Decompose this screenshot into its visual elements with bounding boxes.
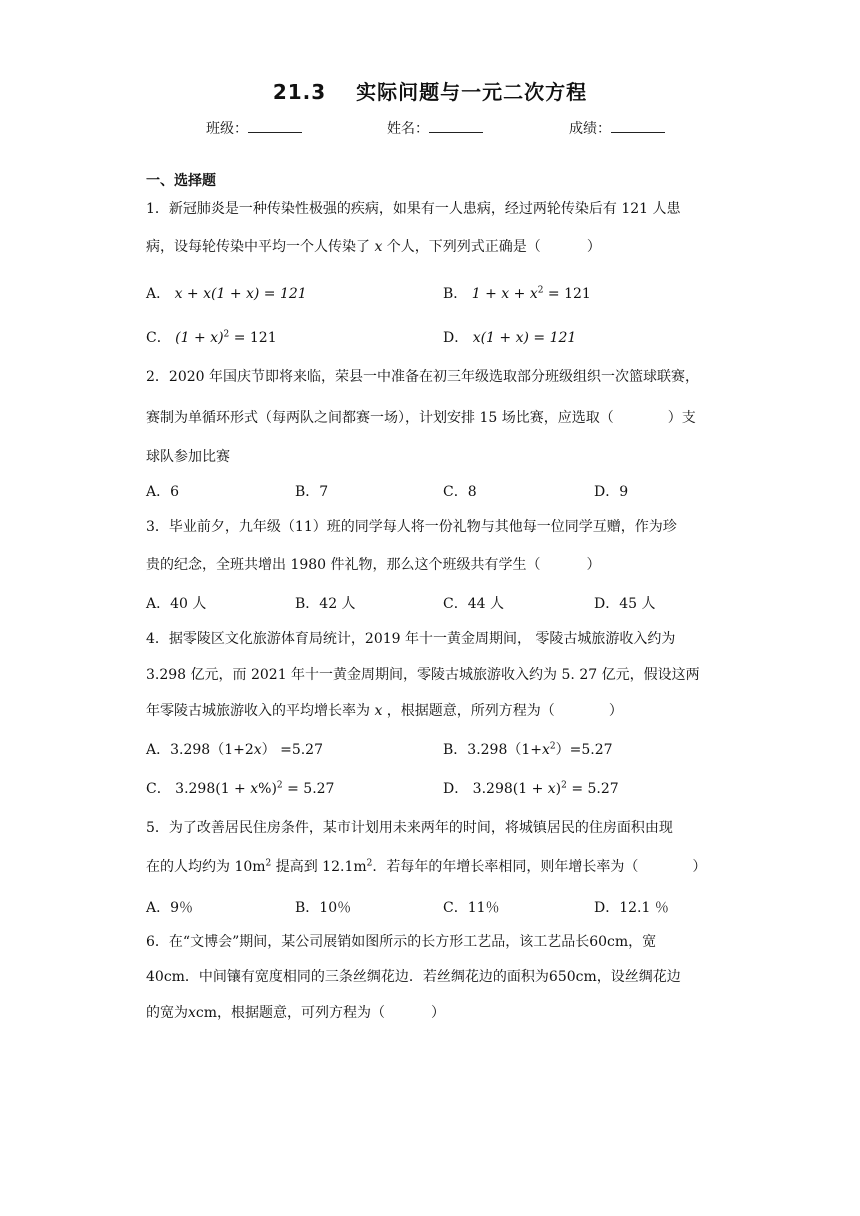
q6-line-3: 的宽为xcm，根据题意，可列方程为（ ） xyxy=(146,1005,446,1021)
q3-option-d[interactable]: D．45 人 xyxy=(594,596,656,612)
q3-line-1: 3．毕业前夕，九年级（11）班的同学每人将一份礼物与其他每一位同学互赠，作为珍 xyxy=(146,519,677,535)
title-number: 21.3 xyxy=(272,80,327,104)
q4-option-d[interactable]: D． $3.298(1 + x)^2 = 5.27$ xyxy=(443,780,619,797)
q6-line-1: 6．在“文博会”期间，某公司展销如图所示的长方形工艺品，该工艺品长60cm，宽 xyxy=(146,934,657,950)
name-field xyxy=(387,118,483,138)
q2-option-d[interactable]: D．9 xyxy=(594,484,629,500)
q5-option-a[interactable]: A．9％ xyxy=(146,900,194,916)
q2-option-c[interactable]: C．8 xyxy=(443,484,477,500)
q4-line-3: 年零陵古城旅游收入的平均增长率为 x ，根据题意，所列方程为（ ） xyxy=(146,703,623,719)
score-label: 成绩： xyxy=(569,121,611,137)
q4-line-2: 3.298 亿元，而 2021 年十一黄金周期间，零陵古城旅游收入约为 5. 27 亿元，假设这两 xyxy=(146,667,700,683)
q2-line-2: 赛制为单循环形式（每两队之间都赛一场），计划安排 15 场比赛，应选取（ ）支 xyxy=(146,410,696,426)
q4-option-a[interactable]: A．3.298（1+2x） =5.27 xyxy=(146,742,323,758)
page-title xyxy=(0,76,860,105)
q1-option-a-expr: x + x(1 + x) = 121 xyxy=(174,286,307,302)
class-label: 班级： xyxy=(206,121,248,137)
name-label: 姓名： xyxy=(387,121,429,137)
q2-option-b[interactable]: B．7 xyxy=(295,484,329,500)
q3-line-2: 贵的纪念，全班共增出 1980 件礼物，那么这个班级共有学生（ ） xyxy=(146,557,601,573)
q1-line-1: 1．新冠肺炎是一种传染性极强的疾病，如果有一人患病，经过两轮传染后有 121 人患 xyxy=(146,201,681,217)
q3-option-a[interactable]: A．40 人 xyxy=(146,596,207,612)
q2-line-3: 球队参加比赛 xyxy=(146,449,230,465)
name-blank[interactable] xyxy=(429,119,483,133)
q5-line-2: 在的人均约为 $10m^2$ 提高到 $12.1m^2$．若每年的年增长率相同，则年增长率为（ ） xyxy=(146,858,707,875)
q3-option-b[interactable]: B．42 人 xyxy=(295,596,356,612)
q1-option-c[interactable]: C． $(1 + x)^2 = 121$ xyxy=(146,329,277,346)
score-field xyxy=(569,118,665,138)
section-title: 一、选择题 xyxy=(146,173,216,189)
q5-option-b[interactable]: B．10％ xyxy=(295,900,352,916)
q5-option-d[interactable]: D．12.1 ％ xyxy=(594,900,669,916)
score-blank[interactable] xyxy=(611,119,665,133)
q1-option-d[interactable]: D． x(1 + x) = 121 xyxy=(443,330,577,346)
title-text: 实际问题与一元二次方程 xyxy=(356,80,588,104)
q1-line-2: 病，设每轮传染中平均一个人传染了 x 个人，下列列式正确是（ ） xyxy=(146,239,601,255)
q5-option-c[interactable]: C．11％ xyxy=(443,900,500,916)
q1-option-a[interactable]: A． x + x(1 + x) = 121 xyxy=(146,286,307,302)
q4-option-c[interactable]: C． $3.298(1 + x\%)^2 = 5.27$ xyxy=(146,780,335,797)
q4-line-1: 4．据零陵区文化旅游体育局统计，2019 年十一黄金周期间， 零陵古城旅游收入约为 xyxy=(146,631,676,647)
q2-line-1: 2．2020 年国庆节即将来临，荣县一中准备在初三年级选取部分班级组织一次篮球联赛， xyxy=(146,369,699,385)
q4-option-b[interactable]: B．$3.298(1+x^2)=5.27$ xyxy=(443,741,613,758)
q3-option-c[interactable]: C．44 人 xyxy=(443,596,504,612)
q2-option-a[interactable]: A．6 xyxy=(146,484,180,500)
q5-line-1: 5．为了改善居民住房条件，某市计划用未来两年的时间，将城镇居民的住房面积由现 xyxy=(146,820,673,836)
q1-option-b[interactable]: B． $1 + x + x^2 = 121$ xyxy=(443,285,591,302)
class-field xyxy=(206,118,302,138)
class-blank[interactable] xyxy=(248,119,302,133)
q6-line-2: 40cm．中间镶有宽度相同的三条丝绸花边．若丝绸花边的面积为650cm，设丝绸花边 xyxy=(146,969,681,985)
